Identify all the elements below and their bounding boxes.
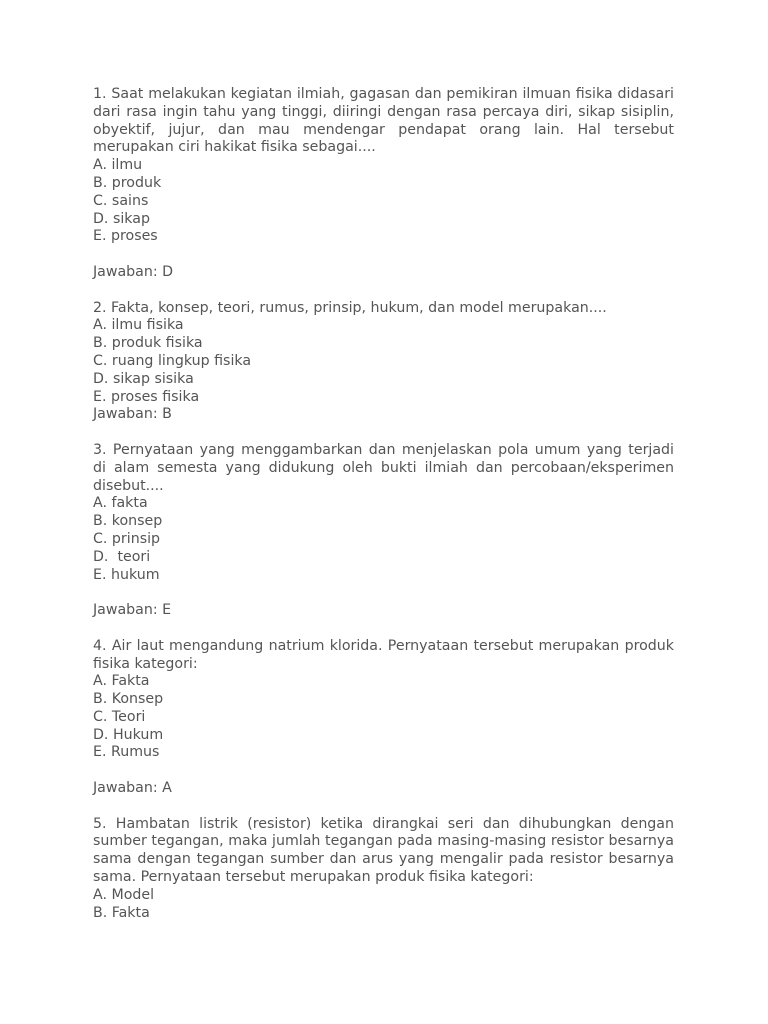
- answer-option: B. Fakta: [93, 904, 150, 921]
- answer-option: B. produk: [93, 174, 162, 191]
- answer-option: A. Model: [93, 886, 155, 903]
- answer-option: E. proses fisika: [93, 388, 200, 405]
- answer-option: A. fakta: [93, 495, 148, 512]
- spacer: [93, 762, 674, 780]
- answer-option: E. hukum: [93, 566, 160, 583]
- question-3: [93, 442, 674, 638]
- answer-option: B. Konsep: [93, 691, 164, 708]
- question-stem: 5. Hambatan listrik (resistor) ketika dirangkai seri dan dihubungkan dengan sumber tegangan, maka jumlah tegangan pada masing-masing resistor besarnya sama dengan tegangan sumber dan arus yang mengalir pada resistor besarnya sama. Pernyataan tersebut merupakan produk fisika kategori:: [93, 815, 674, 886]
- answer-option: C. sains: [93, 192, 149, 209]
- question-2: [93, 300, 674, 442]
- answer-option: E. Rumus: [93, 744, 160, 761]
- answer-option: D. Hukum: [93, 726, 164, 743]
- answer-option: D. sikap: [93, 210, 150, 227]
- answer-key: Jawaban: A: [93, 780, 172, 797]
- answer-option: E. proses: [93, 228, 158, 245]
- answer-option: D. teori: [93, 548, 151, 565]
- question-stem: 1. Saat melakukan kegiatan ilmiah, gagasan dan pemikiran ilmuan fisika didasari dari rasa ingin tahu yang tinggi, diiringi dengan rasa percaya diri, sikap sisiplin, obyektif, jujur, dan mau mendengar pendapat orang lain. Hal tersebut merupakan ciri hakikat fisika sebagai....: [93, 86, 674, 156]
- question-stem: 2. Fakta, konsep, teori, rumus, prinsip, hukum, dan model merupakan....: [93, 299, 607, 316]
- answer-option: A. ilmu: [93, 157, 143, 174]
- answer-option: D. sikap sisika: [93, 370, 194, 387]
- answer-option: C. prinsip: [93, 530, 161, 547]
- spacer: [93, 246, 674, 264]
- document-page: [93, 86, 674, 922]
- spacer: [93, 282, 674, 300]
- spacer: [93, 584, 674, 602]
- spacer: [93, 798, 674, 816]
- spacer: [93, 620, 674, 638]
- question-4: [93, 638, 674, 816]
- answer-key: Jawaban: B: [93, 406, 172, 423]
- answer-option: B. produk fisika: [93, 335, 203, 352]
- question-1: [93, 86, 674, 300]
- answer-option: A. ilmu fisika: [93, 317, 184, 334]
- answer-option: A. Fakta: [93, 673, 150, 690]
- answer-option: C. Teori: [93, 708, 146, 725]
- answer-option: C. ruang lingkup fisika: [93, 352, 252, 369]
- spacer: [93, 424, 674, 442]
- answer-key: Jawaban: E: [93, 602, 172, 619]
- answer-key: Jawaban: D: [93, 263, 174, 280]
- question-5: [93, 816, 674, 923]
- answer-option: B. konsep: [93, 513, 163, 530]
- question-stem: 4. Air laut mengandung natrium klorida. Pernyataan tersebut merupakan produk fisika kategori:: [93, 637, 674, 672]
- question-stem: 3. Pernyataan yang menggambarkan dan menjelaskan pola umum yang terjadi di alam semesta yang didukung oleh bukti ilmiah dan percobaan/eksperimen disebut....: [93, 441, 674, 494]
